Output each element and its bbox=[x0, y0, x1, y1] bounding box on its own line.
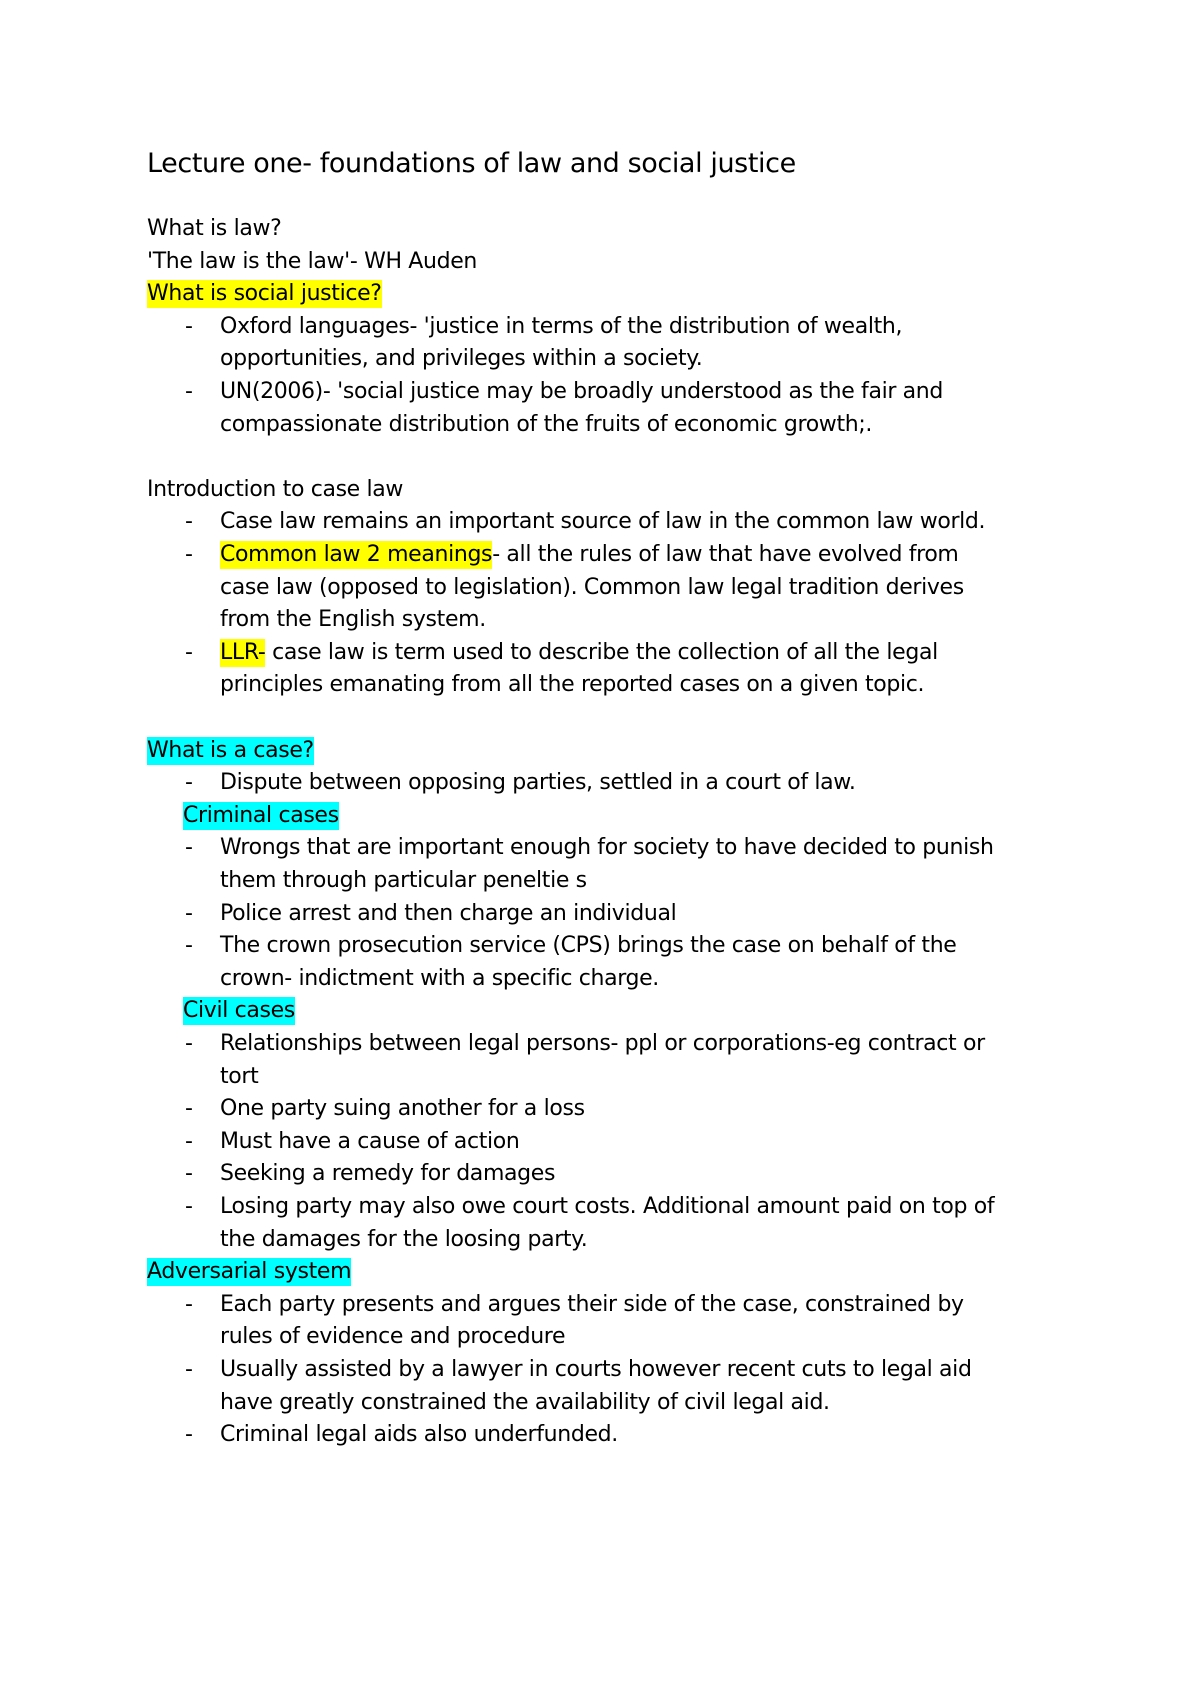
bullet-text bbox=[220, 571, 964, 605]
bullet-text bbox=[220, 1353, 972, 1387]
text-segment: Each party presents and argues their side of the case, constrained by bbox=[220, 1291, 964, 1317]
bullet-text bbox=[220, 1320, 565, 1354]
text-segment: Relationships between legal persons- ppl or corporations-eg contract or bbox=[220, 1031, 985, 1056]
bullet-dash: - bbox=[185, 1128, 193, 1154]
bullet-dash: - bbox=[185, 639, 193, 665]
bullet-text bbox=[220, 1125, 519, 1159]
bullet-dash: - bbox=[185, 835, 193, 861]
heading-line bbox=[147, 212, 281, 246]
text-segment: The crown prosecution service (CPS) brings the case on behalf of the bbox=[220, 933, 957, 959]
bullet-dash: - bbox=[185, 1031, 193, 1056]
subheading-line bbox=[183, 994, 295, 1028]
bullet-dash: - bbox=[185, 770, 193, 796]
text-segment: Losing party may also owe court costs. Additional amount paid on top of bbox=[220, 1194, 995, 1219]
text-segment: 'The law is the law'- WH Auden bbox=[147, 248, 477, 274]
bullet-text bbox=[220, 864, 587, 898]
heading-line bbox=[147, 277, 382, 311]
bullet-text bbox=[220, 1223, 587, 1257]
text-segment: tort bbox=[220, 1063, 259, 1089]
heading-line bbox=[147, 245, 477, 279]
heading-line bbox=[147, 734, 314, 768]
text-segment: Police arrest and then charge an individual bbox=[220, 900, 677, 926]
bullet-text bbox=[220, 897, 676, 931]
bullet-text bbox=[220, 505, 985, 539]
text-segment: compassionate distribution of the fruits of economic growth;. bbox=[220, 411, 873, 437]
text-segment: them through particular peneltie s bbox=[220, 868, 587, 893]
text-segment: opportunities, and privileges within a society. bbox=[220, 346, 703, 372]
bullet-text bbox=[220, 1157, 555, 1191]
text-segment: - all the rules of law that have evolved from bbox=[492, 542, 959, 567]
highlighted-text: What is a case? bbox=[147, 737, 314, 763]
bullet-text bbox=[220, 408, 872, 442]
bullet-text bbox=[220, 962, 659, 996]
bullet-text bbox=[220, 538, 959, 572]
bullet-dash: - bbox=[185, 1422, 193, 1448]
text-segment: principles emanating from all the reported cases on a given topic. bbox=[220, 672, 925, 698]
bullet-dash: - bbox=[185, 933, 193, 959]
text-segment: from the English system. bbox=[220, 607, 486, 633]
text-segment: Criminal legal aids also underfunded. bbox=[220, 1422, 618, 1448]
bullet-text bbox=[220, 929, 957, 963]
text-segment: case law is term used to describe the collection of all the legal bbox=[265, 639, 938, 665]
text-segment: Must have a cause of action bbox=[220, 1128, 520, 1154]
document-title: Lecture one- foundations of law and social justice bbox=[147, 148, 796, 179]
bullet-dash: - bbox=[185, 379, 193, 404]
bullet-text bbox=[220, 636, 938, 670]
bullet-dash: - bbox=[185, 313, 193, 339]
bullet-dash: - bbox=[185, 509, 193, 535]
bullet-dash: - bbox=[185, 1291, 193, 1317]
bullet-text bbox=[220, 1418, 618, 1452]
bullet-dash: - bbox=[185, 1161, 193, 1187]
highlighted-text: Civil cases bbox=[183, 998, 295, 1024]
text-segment: crown- indictment with a specific charge. bbox=[220, 965, 659, 991]
text-segment: Oxford languages- 'justice in terms of the distribution of wealth, bbox=[220, 313, 903, 339]
highlighted-text: Common law 2 meanings bbox=[220, 542, 493, 567]
heading-line bbox=[147, 1255, 351, 1289]
text-segment: What is law? bbox=[147, 216, 282, 241]
bullet-dash: - bbox=[185, 542, 193, 567]
bullet-dash: - bbox=[185, 1194, 193, 1219]
bullet-text bbox=[220, 603, 486, 637]
bullet-text bbox=[220, 375, 943, 409]
bullet-text bbox=[220, 1060, 258, 1094]
text-segment: UN(2006)- 'social justice may be broadly understood as the fair and bbox=[220, 379, 944, 404]
subheading-line bbox=[183, 799, 339, 833]
highlighted-text: Adversarial system bbox=[147, 1259, 352, 1285]
bullet-text bbox=[220, 1092, 585, 1126]
bullet-text bbox=[220, 1190, 994, 1224]
bullet-dash: - bbox=[185, 1096, 193, 1122]
text-segment: rules of evidence and procedure bbox=[220, 1324, 566, 1350]
text-segment: Dispute between opposing parties, settled in a court of law. bbox=[220, 770, 856, 796]
bullet-text bbox=[220, 1288, 964, 1322]
bullet-text bbox=[220, 1386, 830, 1420]
heading-line bbox=[147, 473, 403, 507]
text-segment: Usually assisted by a lawyer in courts however recent cuts to legal aid bbox=[220, 1357, 972, 1382]
text-segment: Introduction to case law bbox=[147, 476, 404, 502]
text-segment: One party suing another for a loss bbox=[220, 1096, 585, 1122]
bullet-text bbox=[220, 342, 702, 376]
text-segment: Wrongs that are important enough for society to have decided to punish bbox=[220, 835, 994, 861]
text-segment: the damages for the loosing party. bbox=[220, 1226, 588, 1252]
bullet-text bbox=[220, 831, 994, 865]
text-segment: Case law remains an important source of law in the common law world. bbox=[220, 509, 986, 535]
text-segment: case law (opposed to legislation). Common law legal tradition derives bbox=[220, 574, 964, 600]
bullet-dash: - bbox=[185, 900, 193, 926]
highlighted-text: LLR- bbox=[220, 639, 266, 665]
bullet-text bbox=[220, 1027, 985, 1061]
bullet-text bbox=[220, 766, 856, 800]
text-segment: have greatly constrained the availability of civil legal aid. bbox=[220, 1389, 830, 1415]
highlighted-text: What is social justice? bbox=[147, 281, 382, 307]
bullet-text bbox=[220, 310, 902, 344]
bullet-dash: - bbox=[185, 1357, 193, 1382]
text-segment: Seeking a remedy for damages bbox=[220, 1161, 556, 1187]
bullet-text bbox=[220, 668, 924, 702]
highlighted-text: Criminal cases bbox=[183, 802, 339, 828]
